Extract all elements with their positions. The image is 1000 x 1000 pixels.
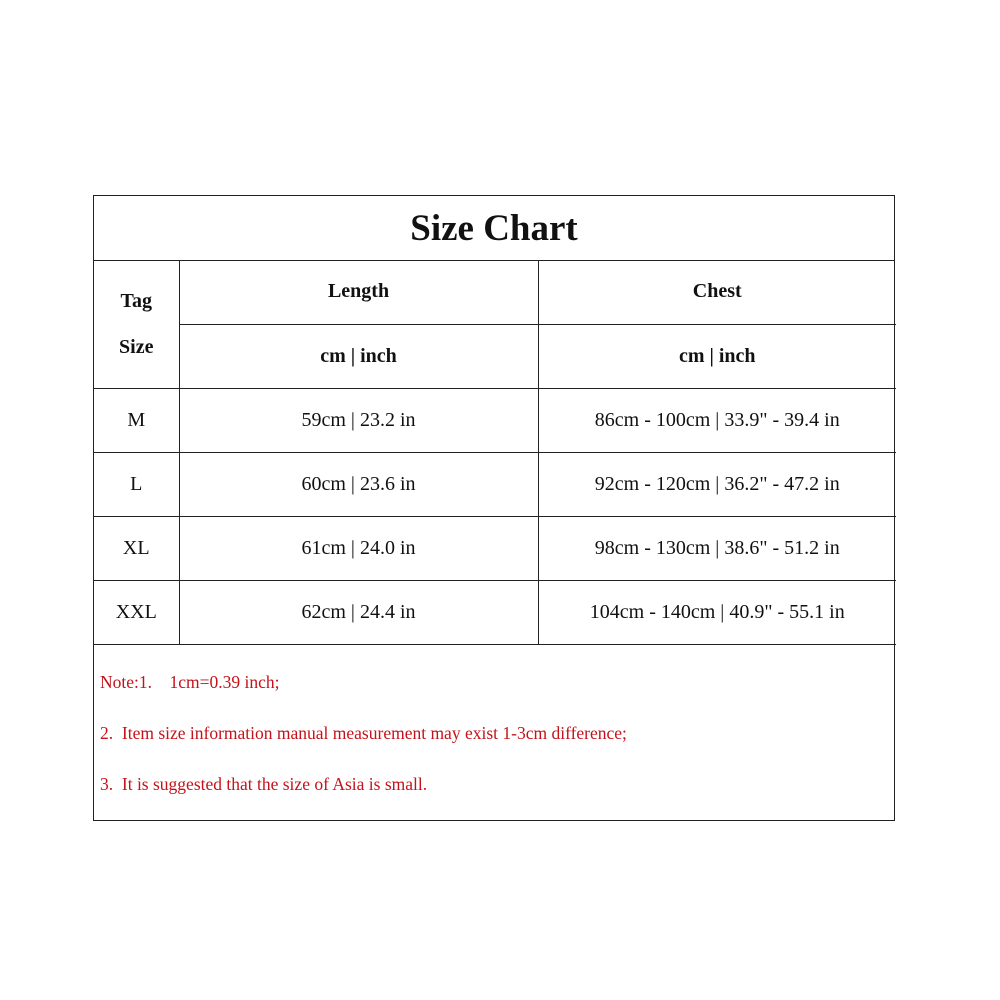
tag-size-header (94, 260, 179, 388)
note-line-3: 3. It is suggested that the size of Asia is small. (100, 774, 428, 794)
chest-unit-header: cm | inch (538, 324, 896, 388)
chart-title: Size Chart (410, 207, 578, 249)
size-chart-table (93, 195, 895, 821)
chest-cell: 86cm - 100cm | 33.9" - 39.4 in (538, 388, 896, 452)
chest-header: Chest (538, 260, 896, 324)
length-cell: 61cm | 24.0 in (179, 516, 538, 580)
tag-size-cell: M (94, 388, 179, 452)
chest-cell: 92cm - 120cm | 36.2" - 47.2 in (538, 452, 896, 516)
tag-size-header-line1: Tag (120, 289, 152, 312)
length-cell: 59cm | 23.2 in (179, 388, 538, 452)
table-row (94, 452, 896, 516)
tag-size-cell: XL (94, 516, 179, 580)
title-row (94, 196, 894, 261)
tag-size-header-line2: Size (119, 335, 154, 358)
chest-cell: 104cm - 140cm | 40.9" - 55.1 in (538, 580, 896, 644)
length-unit-header: cm | inch (179, 324, 538, 388)
length-cell: 62cm | 24.4 in (179, 580, 538, 644)
note-line-1: Note:1. 1cm=0.39 inch; (100, 672, 280, 692)
tag-size-cell: L (94, 452, 179, 516)
table-row (94, 580, 896, 644)
header-row (94, 260, 896, 324)
length-cell: 60cm | 23.6 in (179, 452, 538, 516)
size-grid (94, 260, 896, 645)
length-header: Length (179, 260, 538, 324)
note-line-2: 2. Item size information manual measurement may exist 1-3cm difference; (100, 723, 627, 743)
tag-size-cell: XXL (94, 580, 179, 644)
chest-cell: 98cm - 130cm | 38.6" - 51.2 in (538, 516, 896, 580)
table-row (94, 388, 896, 452)
unit-row (94, 324, 896, 388)
table-row (94, 516, 896, 580)
